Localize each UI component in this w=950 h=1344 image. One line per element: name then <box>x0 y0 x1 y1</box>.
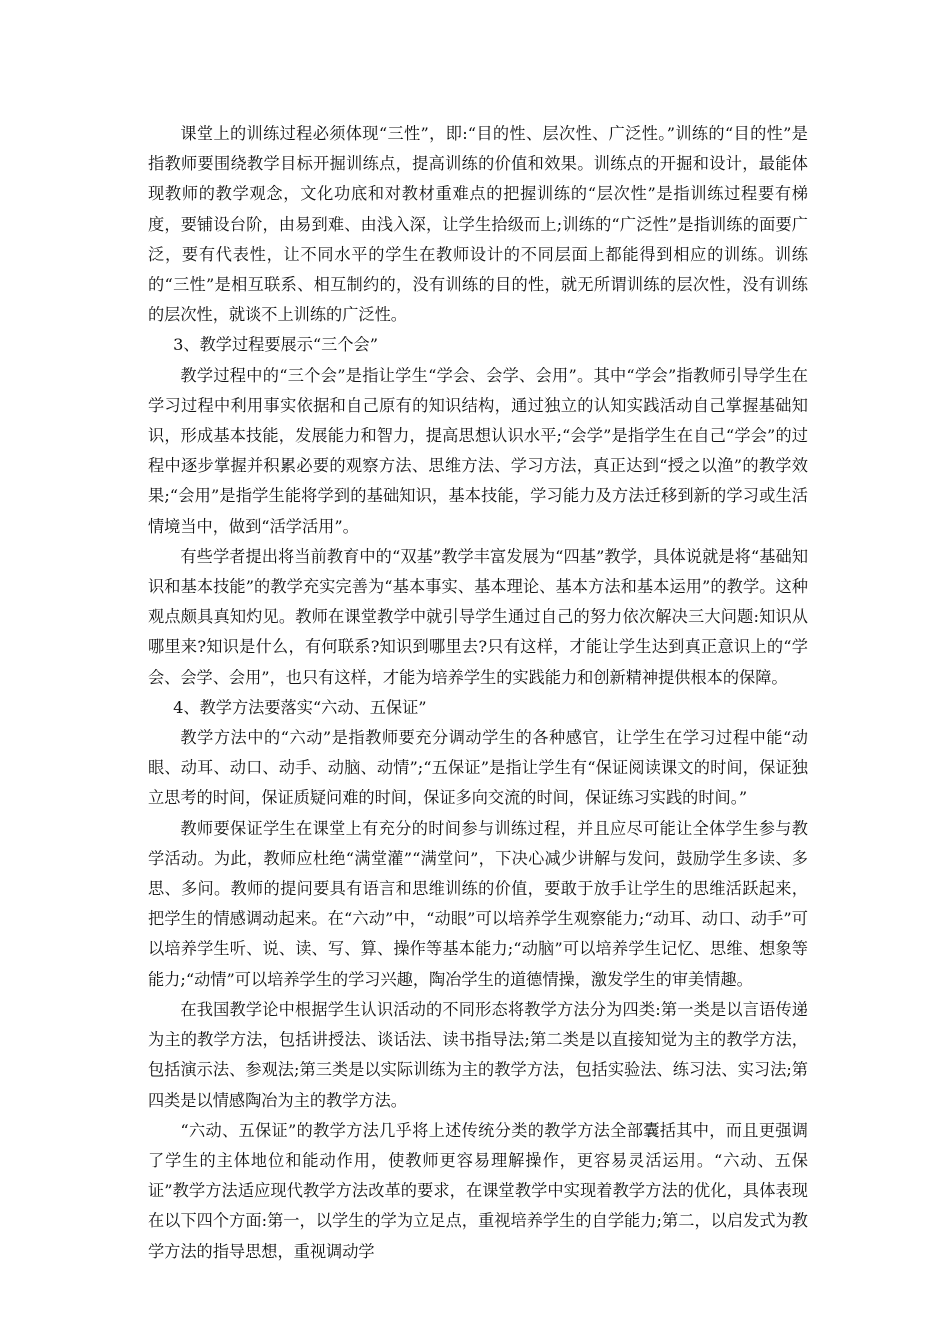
paragraph-student-participation: 教师要保证学生在课堂上有充分的时间参与训练过程，并且应尽可能让全体学生参与教学活动。为此，教师应杜绝“满堂灌”“满堂问”，下决心减少讲解与发问，鼓励学生多读、多思、多问。教师的提问要具有语言和思维训练的价值，要敢于放手让学生的思维活跃起来，把学生的情感调动起来。在“六动”中，“动眼”可以培养学生观察能力;“动耳、动口、动手”可以培养学生听、说、读、写、算、操作等基本能力;“动脑”可以培养学生记忆、思维、想象等能力;“动情”可以培养学生的学习兴趣，陶冶学生的道德情操，激发学生的审美情趣。 <box>148 818 808 989</box>
paragraph-method-categories: 在我国教学论中根据学生认识活动的不同形态将教学方法分为四类:第一类是以言语传递为主的教学方法，包括讲授法、谈话法、读书指导法;第二类是以直接知觉为主的教学方法，包括演示法、参观法;第三类是以实际训练为主的教学方法，包括实验法、练习法、实习法;第四类是以情感陶冶为主的教学方法。 <box>148 999 808 1110</box>
paragraph-three-abilities: 教学过程中的“三个会”是指让学生“学会、会学、会用”。其中“学会”指教师引导学生在学习过程中利用事实依据和自己原有的知识结构，通过独立的认知实践活动自己掌握基础知识，形成基本技能，发展能力和智力，提高思想认识水平;“会学”是指学生在自己“学会”的过程中逐步掌握并积累必要的观察方法、思维方法、学习方法，真正达到“授之以渔”的教学效果;“会用”是指学生能将学到的基础知识，基本技能，学习能力及方法迁移到新的学习或生活情境当中，做到“活学活用”。 <box>148 365 808 536</box>
section-heading-4: 4、教学方法要落实“六动、五保证” <box>173 697 427 717</box>
paragraph-six-actions: 教学方法中的“六动”是指教师要充分调动学生的各种感官，让学生在学习过程中能“动眼、动耳、动口、动手、动脑、动情”;“五保证”是指让学生有“保证阅读课文的时间，保证独立思考的时间，保证质疑问难的时间，保证多向交流的时间，保证练习实践的时间。” <box>148 728 808 808</box>
paragraph-four-basics: 有些学者提出将当前教育中的“双基”教学丰富发展为“四基”教学，具体说就是将“基础知识和基本技能”的教学充实完善为“基本事实、基本理论、基本方法和基本运用”的教学。这种观点颇具真知灼见。教师在课堂教学中就引导学生通过自己的努力依次解决三大问题:知识从哪里来?知识是什么，有何联系?知识到哪里去?只有这样，才能让学生达到真正意识上的“学会、会学、会用”，也只有这样，才能为培养学生的实践能力和创新精神提供根本的保障。 <box>148 546 808 687</box>
paragraph-method-advantages: “六动、五保证”的教学方法几乎将上述传统分类的教学方法全部囊括其中，而且更强调了学生的主体地位和能动作用，使教师更容易理解操作，更容易灵活运用。“六动、五保证”教学方法适应现代教学方法改革的要求，在课堂教学中实现着教学方法的优化，具体表现在以下四个方面:第一，以学生的学为立足点，重视培养学生的自学能力;第二，以启发式为教学方法的指导思想，重视调动学 <box>148 1120 808 1261</box>
section-heading-3: 3、教学过程要展示“三个会” <box>173 335 379 355</box>
paragraph-three-qualities: 课堂上的训练过程必须体现“三性”，即:“目的性、层次性、广泛性。”训练的“目的性”是指教师要围绕教学目标开掘训练点，提高训练的价值和效果。训练点的开掘和设计，最能体现教师的教学观念，文化功底和对教材重难点的把握训练的“层次性”是指训练过程要有梯度，要铺设台阶，由易到难、由浅入深，让学生拾级而上;训练的“广泛性”是指训练的面要广泛，要有代表性，让不同水平的学生在教师设计的不同层面上都能得到相应的训练。训练的“三性”是相互联系、相互制约的，没有训练的目的性，就无所谓训练的层次性，没有训练的层次性，就谈不上训练的广泛性。 <box>148 124 808 325</box>
document-body <box>148 119 808 1267</box>
